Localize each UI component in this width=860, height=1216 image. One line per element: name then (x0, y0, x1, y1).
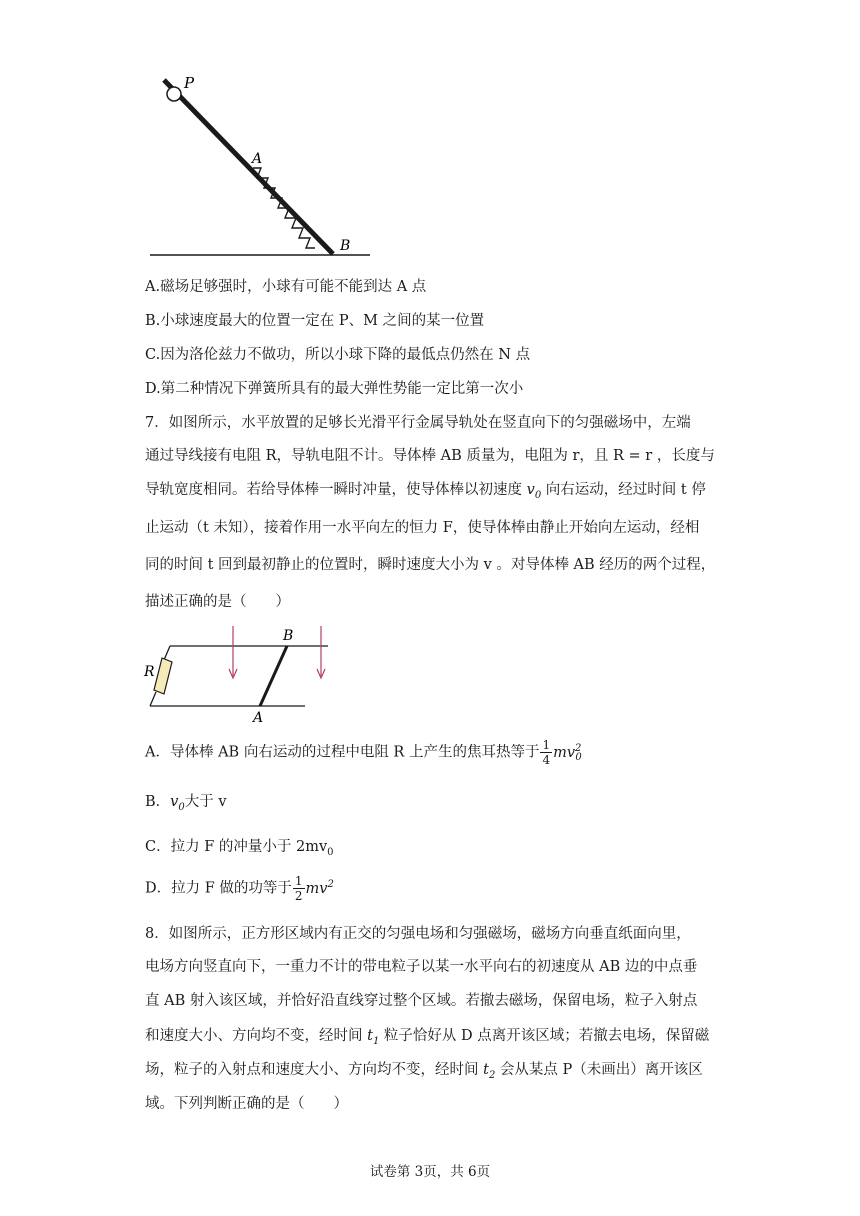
label-a: A (252, 151, 263, 167)
q8-stem-4b: 粒子恰好从 D 点离开该区域；若撤去电场，保留磁 (379, 1028, 710, 1044)
label-b: B (340, 238, 351, 254)
q7-stem-3a: 导轨宽度相同。若给导体棒一瞬时冲量，使导体棒以初速度 (145, 482, 527, 498)
q7-option-a-text: A．导体棒 AB 向右运动的过程中电阻 R 上产生的焦耳热等于 (145, 744, 540, 761)
fraction-one-quarter: $\frac{1}{4}$ (542, 738, 551, 767)
q8-line-4 (145, 1024, 709, 1047)
q8-t1: $t_1$ (367, 1028, 380, 1047)
q7-option-d (145, 874, 334, 903)
inclined-rod-figure (140, 68, 380, 263)
q7-option-b-v0: $v_0$ (170, 794, 185, 813)
q6-option-a-text: 磁场足够强时，小球有可能不能到达 A 点 (160, 279, 427, 295)
q8-line-5 (145, 1058, 703, 1081)
q6-option-b (145, 309, 484, 330)
rail-circuit-figure (140, 624, 340, 724)
q7-stem-3b: 向右运动，经过时间 t 停 (541, 482, 706, 498)
q6-option-c (145, 343, 530, 364)
q6-option-c-text: 因为洛伦兹力不做功，所以小球下降的最低点仍然在 N 点 (160, 347, 531, 363)
q8-line-6: 域。下列判断正确的是（ ） (145, 1096, 348, 1112)
label-b2: B (283, 628, 294, 644)
q8-line-1: 8．如图所示，正方形区域内有正交的匀强电场和匀强磁场，磁场方向垂直纸面向里， (145, 926, 691, 942)
q7-number: 7． (145, 415, 169, 431)
q8-stem-4a: 和速度大小、方向均不变，经时间 (145, 1028, 368, 1044)
q7-option-b-text: 大于 v (184, 794, 227, 810)
fraction-one-half: $\frac{1}{2}$ (294, 874, 303, 903)
q7-option-a-expr: $mv^2_0$ (553, 742, 582, 764)
q8-line-2: 电场方向竖直向下，一重力不计的带电粒子以某一水平向右的初速度从 AB 边的中点垂 (145, 959, 698, 975)
label-p: P (184, 74, 195, 92)
q7-line-2: 通过导线接有电阻 R，导轨电阻不计。导体棒 AB 质量为，电阻为 r，且 R = r ，长度与 (145, 448, 715, 464)
q6-option-d-text: 第二种情况下弹簧所具有的最大弹性势能一定比第一次小 (160, 381, 524, 397)
q6-option-a (145, 275, 426, 296)
q7-option-d-expr: $mv^2$ (305, 878, 334, 897)
q7-stem-1: 如图所示，水平放置的足够长光滑平行金属导轨处在竖直向下的匀强磁场中，左端 (168, 415, 691, 431)
q7-line-5: 同的时间 t 回到最初静止的位置时，瞬时速度大小为 v 。对导体棒 AB 经历的两个过程， (145, 557, 716, 573)
q7-v0: $v_0$ (526, 482, 542, 501)
label-a2: A (253, 710, 264, 724)
q8-stem-5a: 场，粒子的入射点和速度大小、方向均不变，经时间 (145, 1062, 484, 1078)
q7-line-3 (145, 478, 706, 501)
page-footer: 试卷第 3页，共 6页 (369, 1164, 491, 1180)
q7-option-a (145, 738, 582, 767)
q6-option-b-text: 小球速度最大的位置一定在 P、M 之间的某一位置 (160, 313, 485, 329)
q6-option-b-letter: B. (145, 313, 161, 329)
q7-option-b-letter: B． (145, 794, 171, 810)
q7-line-6: 描述正确的是（ ） (145, 594, 290, 610)
q8-line-3: 直 AB 射入该区域，并恰好沿直线穿过整个区域。若撤去磁场，保留电场，粒子入射点 (145, 993, 698, 1009)
q6-option-d (145, 377, 523, 398)
q7-option-b (145, 790, 227, 813)
q7-option-c: C．拉力 F 的冲量小于 $2mv_0$ (145, 839, 334, 858)
q7-option-c-text: C．拉力 F 的冲量小于 2mv (145, 839, 328, 855)
q7-line-4: 止运动（t 未知），接着作用一水平向左的恒力 F，使导体棒由静止开始向左运动，经相 (145, 520, 700, 536)
q7-option-d-text: D．拉力 F 做的功等于 (145, 880, 292, 897)
q6-option-c-letter: C. (145, 347, 161, 363)
q6-option-d-letter: D. (145, 381, 161, 397)
q8-stem-5b: 会从某点 P（未画出）离开该区 (495, 1062, 703, 1078)
label-r: R (144, 664, 155, 680)
q6-option-a-letter: A. (145, 279, 161, 295)
q8-t2: $t_2$ (483, 1062, 496, 1081)
q7-line-1 (145, 411, 691, 432)
